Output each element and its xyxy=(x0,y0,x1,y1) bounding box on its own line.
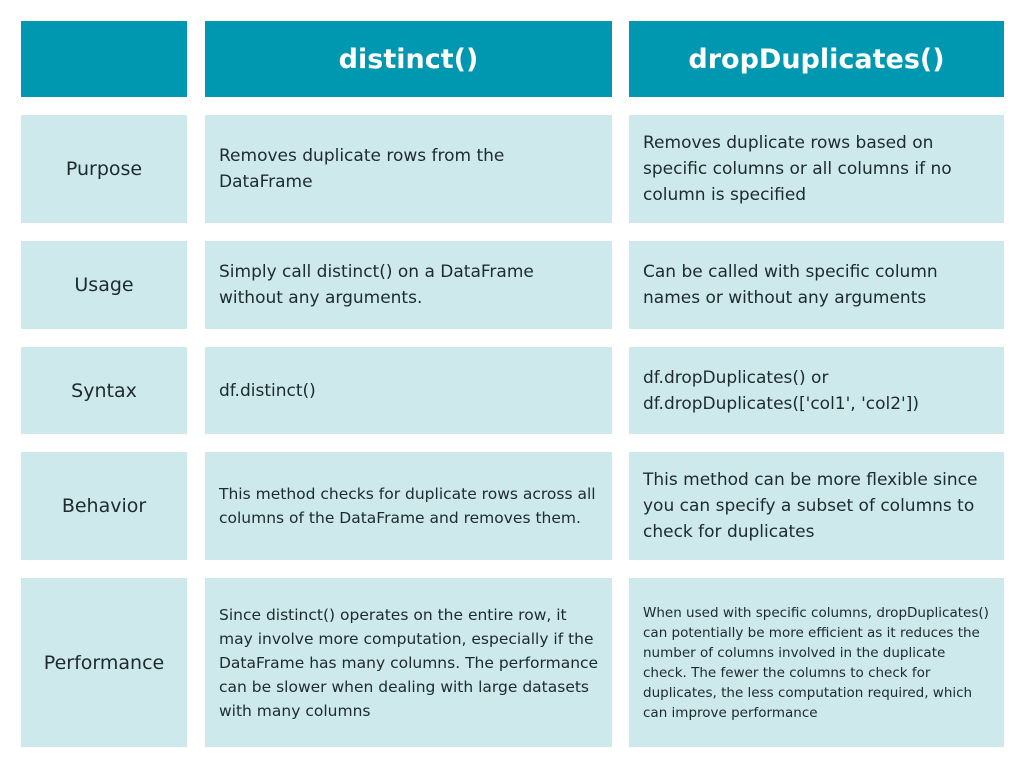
header-empty-cell xyxy=(21,21,187,97)
usage-distinct-cell: Simply call distinct() on a DataFrame without any arguments. xyxy=(205,241,612,329)
row-label-syntax: Syntax xyxy=(21,347,187,434)
purpose-dropduplicates-cell: Removes duplicate rows based on specific columns or all columns if no column is specified xyxy=(629,115,1004,223)
syntax-distinct-cell: df.distinct() xyxy=(205,347,612,434)
row-label-behavior: Behavior xyxy=(21,452,187,560)
syntax-dropduplicates-cell: df.dropDuplicates() or df.dropDuplicates(['col1', 'col2']) xyxy=(629,347,1004,434)
behavior-dropduplicates-cell: This method can be more flexible since you can specify a subset of columns to check for duplicates xyxy=(629,452,1004,560)
header-dropduplicates: dropDuplicates() xyxy=(629,21,1004,97)
row-label-performance: Performance xyxy=(21,578,187,747)
behavior-distinct-cell: This method checks for duplicate rows across all columns of the DataFrame and removes them. xyxy=(205,452,612,560)
usage-dropduplicates-cell: Can be called with specific column names or without any arguments xyxy=(629,241,1004,329)
purpose-distinct-cell: Removes duplicate rows from the DataFrame xyxy=(205,115,612,223)
row-label-purpose: Purpose xyxy=(21,115,187,223)
performance-dropduplicates-cell: When used with specific columns, dropDuplicates() can potentially be more efficient as it reduces the number of columns involved in the duplicate check. The fewer the columns to check for duplicates, the less computation required, which can improve performance xyxy=(629,578,1004,747)
row-label-usage: Usage xyxy=(21,241,187,329)
performance-distinct-cell: Since distinct() operates on the entire row, it may involve more computation, especially if the DataFrame has many columns. The performance can be slower when dealing with large datasets with many columns xyxy=(205,578,612,747)
header-distinct: distinct() xyxy=(205,21,612,97)
